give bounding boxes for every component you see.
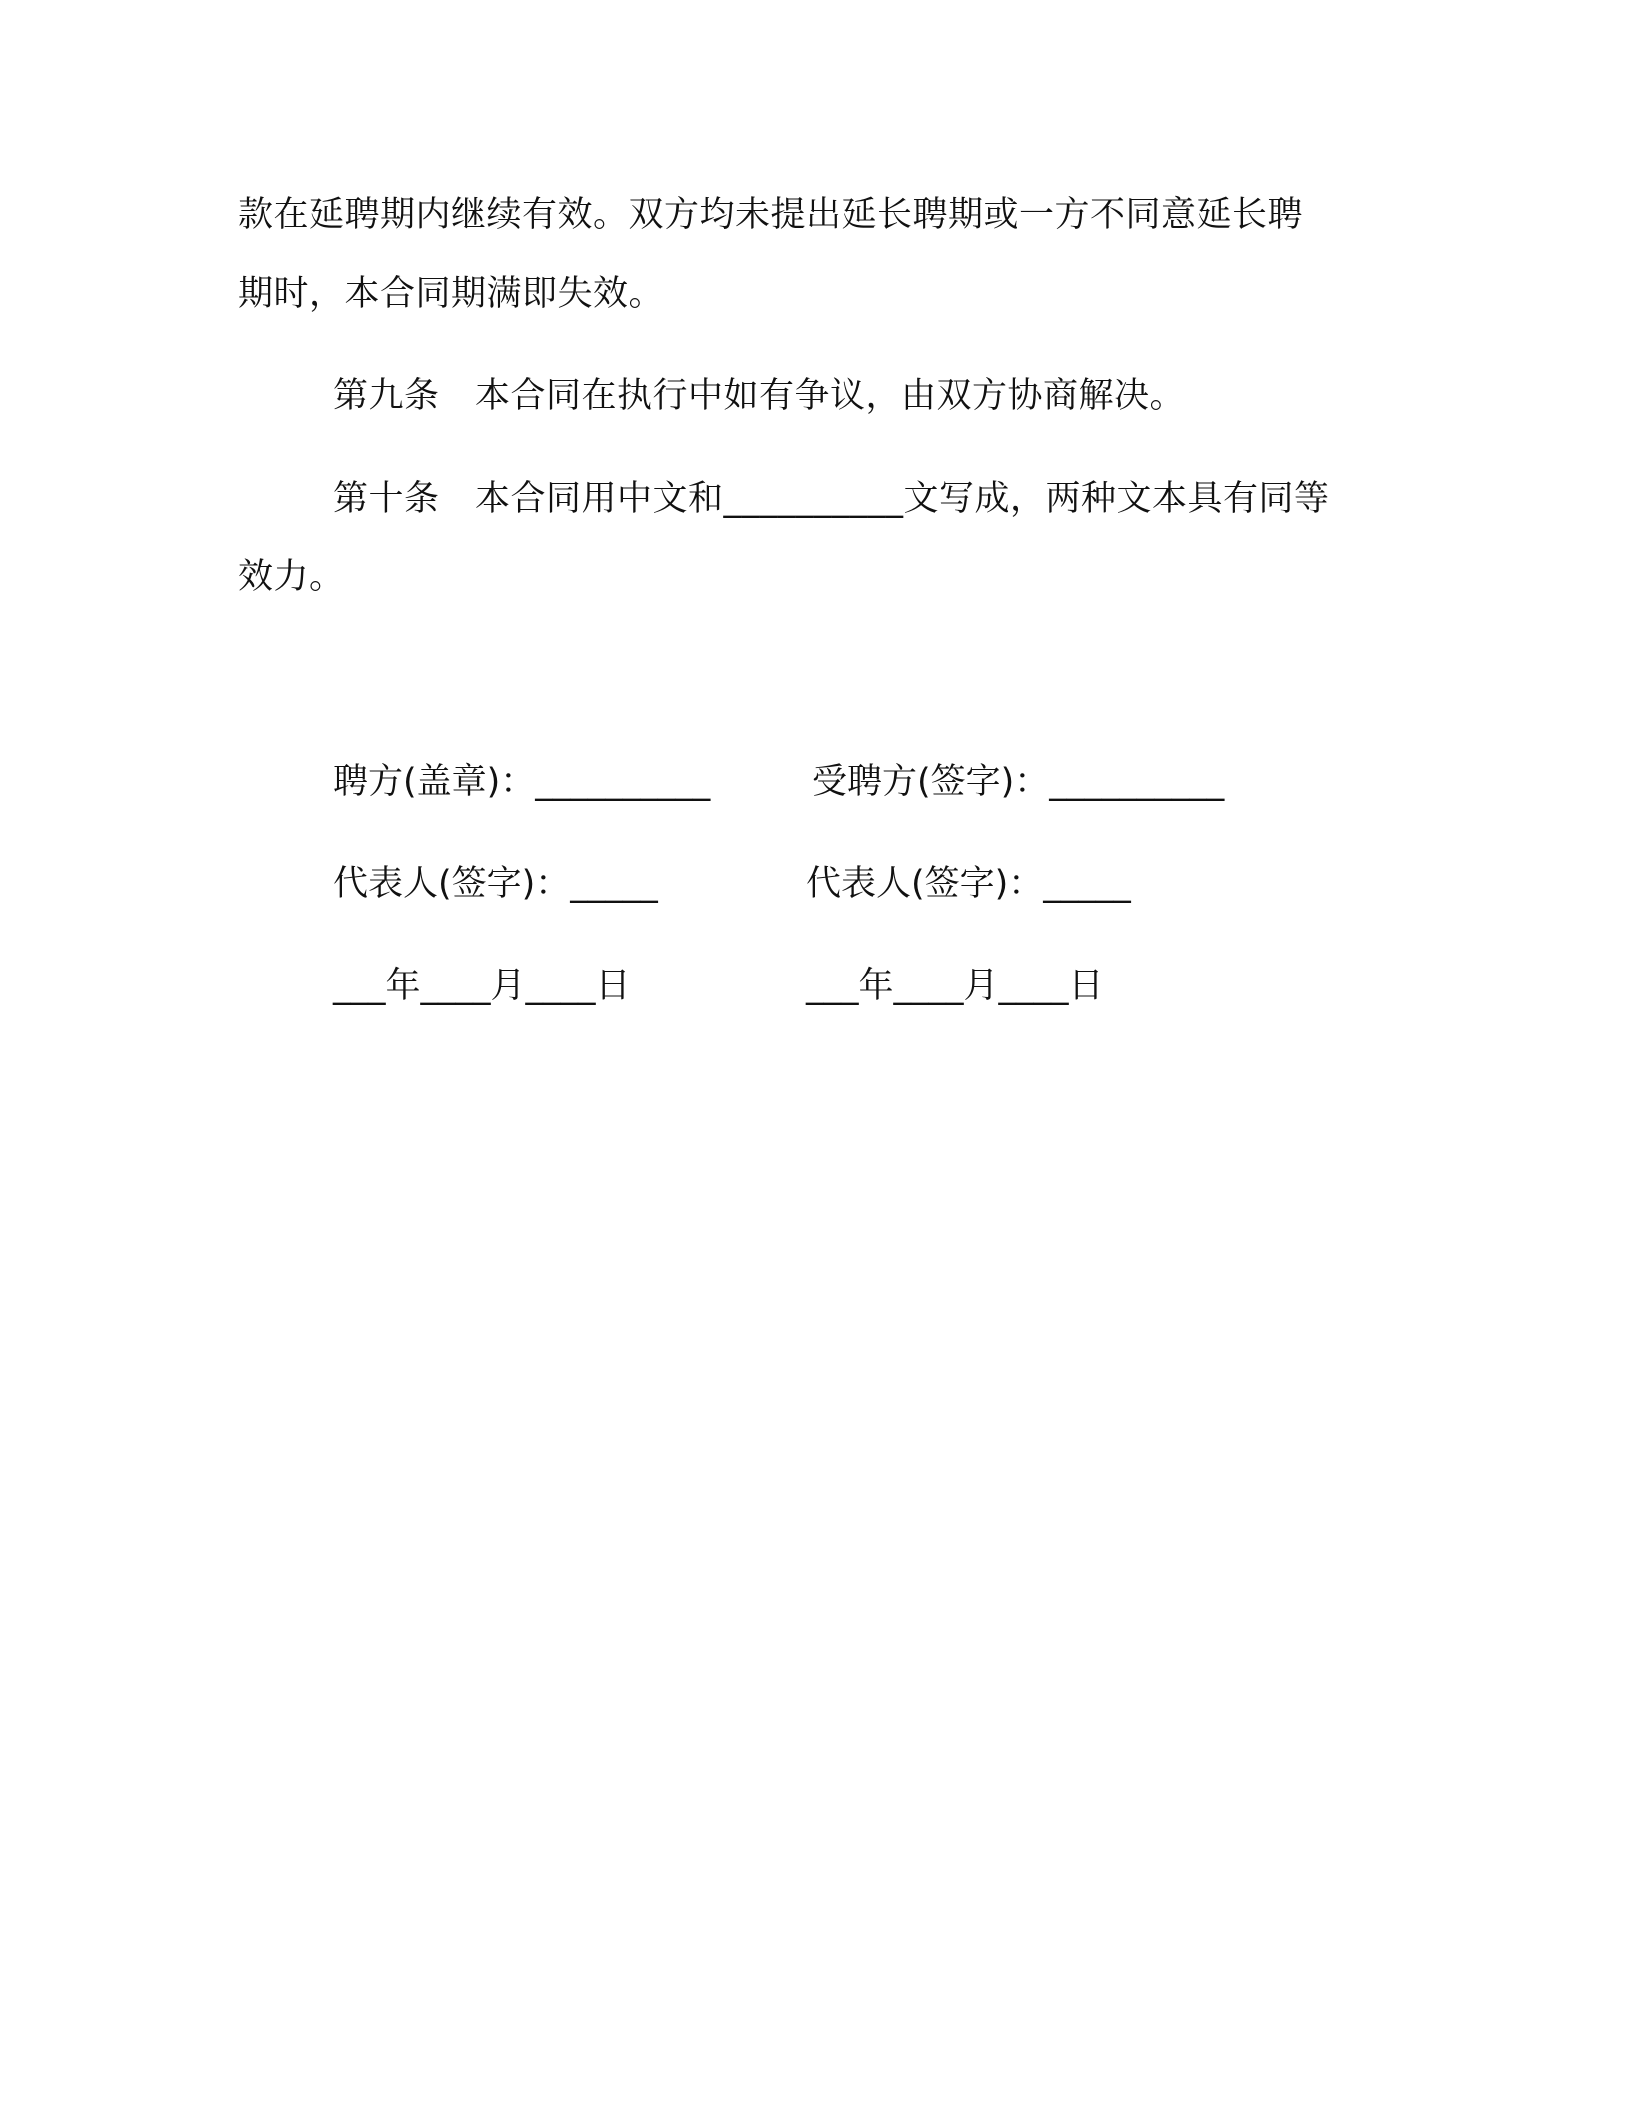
employer-date-field: ___年____月____日	[333, 966, 631, 1006]
employer-representative-field: 代表人(签字)：_____	[333, 864, 658, 904]
employer-seal-field: 聘方(盖章)：__________	[333, 762, 711, 802]
employee-signature-field: 受聘方(签字)：__________	[812, 762, 1225, 802]
employee-date-field: ___年____月____日	[806, 966, 1104, 1006]
article-8-continuation-line-1: 款在延聘期内继续有效。双方均未提出延长聘期或一方不同意延长聘	[238, 195, 1304, 235]
employee-representative-field: 代表人(签字)：_____	[806, 864, 1131, 904]
article-8-continuation-line-2: 期时，本合同期满即失效。	[238, 274, 665, 314]
article-10-line-1: 第十条 本合同用中文和__________文写成，两种文本具有同等	[333, 479, 1330, 519]
article-9: 第九条 本合同在执行中如有争议，由双方协商解决。	[333, 376, 1186, 416]
article-10-line-2: 效力。	[238, 557, 345, 597]
